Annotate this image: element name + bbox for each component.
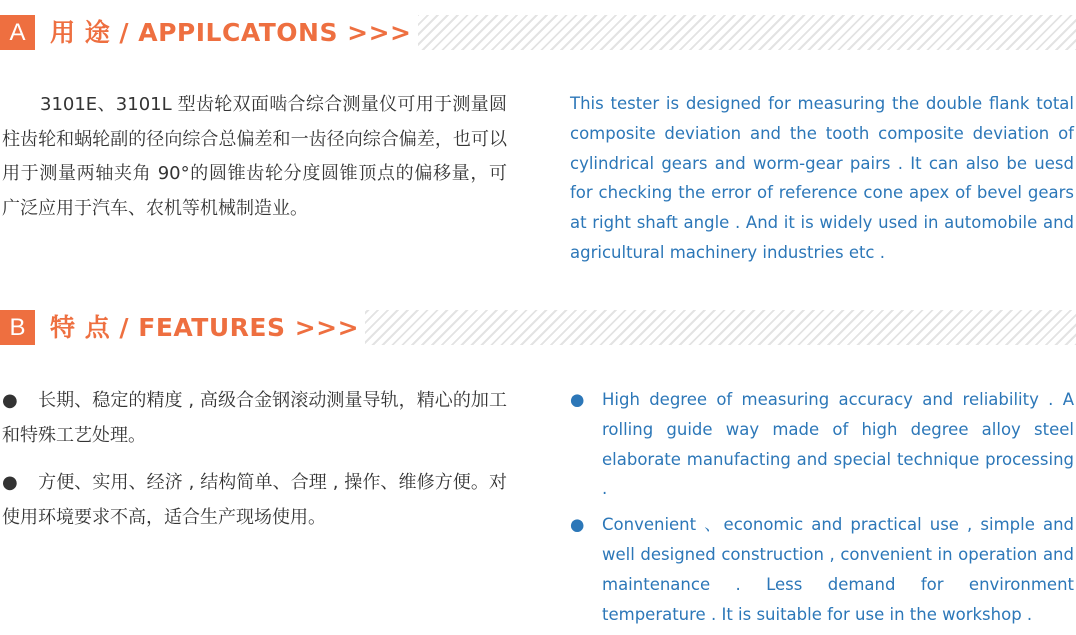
bullet-icon: ● xyxy=(570,390,585,409)
features-english-item-text: Convenient 、economic and practical use , simple and well designed construction , convenient in operation and maintenance . Less demand for environment temperature . It is suitable for use in the workshop . xyxy=(602,515,1074,624)
features-chinese-list xyxy=(2,384,507,548)
bullet-icon: ● xyxy=(570,515,585,535)
applications-chinese-text xyxy=(2,88,507,226)
applications-english-paragraph: This tester is designed for measuring the double flank total composite deviation and the tooth composite deviation of cylindrical gears and worm-gear pairs . It can also be uesd for checking the error of reference cone apex of bevel gears at right shaft angle . And it is widely used in automobile and agricultural machinery industries etc . xyxy=(570,94,1074,262)
features-header xyxy=(0,310,1076,350)
section-badge-b: B xyxy=(0,310,35,345)
features-chinese-item-text: 长期、稳定的精度 , 高级合金钢滚动测量导轨，精心的加工和特殊工艺处理。 xyxy=(2,390,507,446)
header-stripes-decoration xyxy=(370,15,1076,50)
applications-header xyxy=(0,15,1076,55)
list-item xyxy=(2,384,507,453)
list-item xyxy=(570,510,1074,629)
features-chinese-item-text: 方便、实用、经济 , 结构简单、合理 , 操作、维修方便。对使用环境要求不高，适合生产现场使用。 xyxy=(2,472,507,528)
applications-english-text xyxy=(570,89,1074,268)
applications-chinese-paragraph: 3101E、3101L 型齿轮双面啮合综合测量仪可用于测量圆柱齿轮和蜗轮副的径向综合总偏差和一齿径向综合偏差，也可以用于测量两轴夹角 90°的圆锥齿轮分度圆锥顶点的偏移量，可广泛应用于汽车、农机等机械制造业。 xyxy=(2,94,507,219)
list-item xyxy=(2,466,507,535)
features-title: 特 点 / FEATURES >>> xyxy=(50,310,365,345)
features-english-item-text: High degree of measuring accuracy and reliability . A rolling guide way made of high degree alloy steel elaborate manufacting and special technique processing . xyxy=(602,390,1074,499)
list-item xyxy=(570,385,1074,504)
bullet-icon: ● xyxy=(2,472,18,493)
features-english-list xyxy=(570,385,1074,635)
applications-title: 用 途 / APPILCATONS >>> xyxy=(50,15,418,50)
header-stripes-decoration xyxy=(330,310,1076,345)
bullet-icon: ● xyxy=(2,390,18,411)
section-badge-a: A xyxy=(0,15,35,50)
